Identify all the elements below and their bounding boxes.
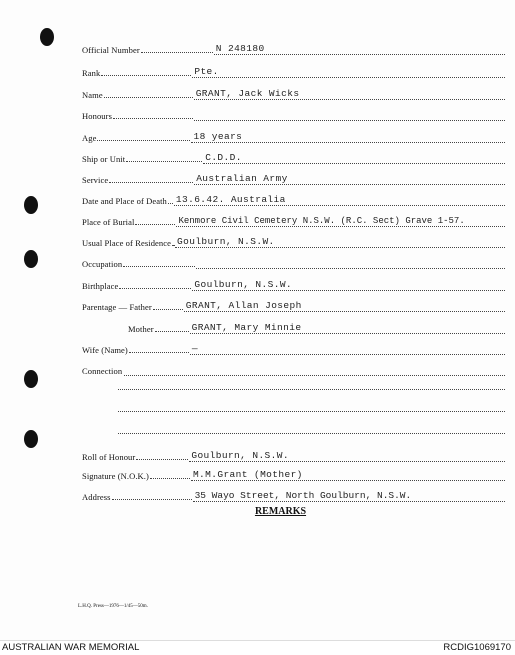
field-value: GRANT, Jack Wicks [195, 88, 300, 99]
field-signature-nok [82, 467, 505, 481]
field-wife [82, 341, 505, 355]
field-label: Usual Place of Residence [82, 238, 172, 248]
field-label: Wife (Name) [82, 345, 128, 355]
field-label: Service [82, 175, 109, 185]
field-value: Goulburn, N.S.W. [194, 279, 293, 290]
remarks-heading: REMARKS [254, 506, 307, 517]
field-value: M.M.Grant (Mother) [192, 469, 303, 480]
field-label: Parentage — Father [82, 302, 152, 312]
field-value: N 248180 [215, 43, 265, 54]
connection-line [118, 433, 505, 434]
field-label: Signature (N.O.K.) [82, 471, 149, 481]
field-label: Name [82, 90, 103, 100]
field-value: 13.6.42. Australia [175, 194, 286, 205]
field-label: Roll of Honour [82, 452, 136, 462]
field-label: Connection [82, 366, 123, 376]
field-name [82, 86, 505, 100]
field-label: Ship or Unit [82, 154, 126, 164]
printer-imprint: L.H.Q. Press—1976—1/45—50m. [78, 604, 148, 609]
field-value: GRANT, Allan Joseph [185, 300, 302, 311]
field-label: Honours [82, 111, 112, 121]
field-place-of-burial [82, 213, 505, 227]
field-date-place-of-death [82, 192, 505, 206]
footer-institution: AUSTRALIAN WAR MEMORIAL [2, 642, 140, 653]
field-usual-residence [82, 234, 505, 248]
field-value: GRANT, Mary Minnie [191, 322, 302, 333]
field-label: Birthplace [82, 281, 119, 291]
field-value: C.D.D. [205, 152, 242, 163]
field-official-number [82, 41, 505, 55]
footer-record-id: RCDIG1069170 [443, 642, 511, 653]
field-parentage-father [82, 298, 505, 312]
field-value: 35 Wayo Street, North Goulburn, N.S.W. [194, 490, 412, 501]
field-rank [82, 64, 505, 78]
punch-hole-icon [40, 28, 54, 46]
field-service [82, 171, 505, 185]
field-value: 18 years [193, 131, 243, 142]
field-value: Goulburn, N.S.W. [191, 450, 289, 461]
field-label: Age [82, 133, 97, 143]
connection-line [118, 389, 505, 390]
field-roll-of-honour [82, 448, 505, 462]
field-label: Place of Burial [82, 217, 135, 227]
field-value: Australian Army [196, 173, 288, 184]
field-birthplace [82, 277, 505, 291]
punch-hole-icon [24, 370, 38, 388]
punch-hole-icon [24, 250, 38, 268]
field-value: Pte. [194, 66, 219, 77]
punch-hole-icon [24, 430, 38, 448]
field-label: Mother [128, 324, 154, 334]
field-label: Official Number [82, 45, 140, 55]
field-address [82, 488, 505, 502]
field-label: Date and Place of Death [82, 196, 167, 206]
archive-footer [0, 640, 515, 655]
field-age [82, 129, 505, 143]
field-honours [82, 107, 505, 121]
field-ship-or-unit [82, 150, 505, 164]
punch-hole-icon [24, 196, 38, 214]
field-label: Rank [82, 68, 101, 78]
field-parentage-mother [128, 320, 505, 334]
field-value: Kenmore Civil Cemetery N.S.W. (R.C. Sect) Grave 1-57. [178, 216, 465, 226]
field-label: Occupation [82, 259, 123, 269]
field-occupation [82, 255, 505, 269]
field-value: — [191, 343, 198, 354]
field-connection [82, 362, 505, 376]
field-value: Goulburn, N.S.W. [177, 236, 275, 247]
connection-line [118, 411, 505, 412]
field-label: Address [82, 492, 111, 502]
